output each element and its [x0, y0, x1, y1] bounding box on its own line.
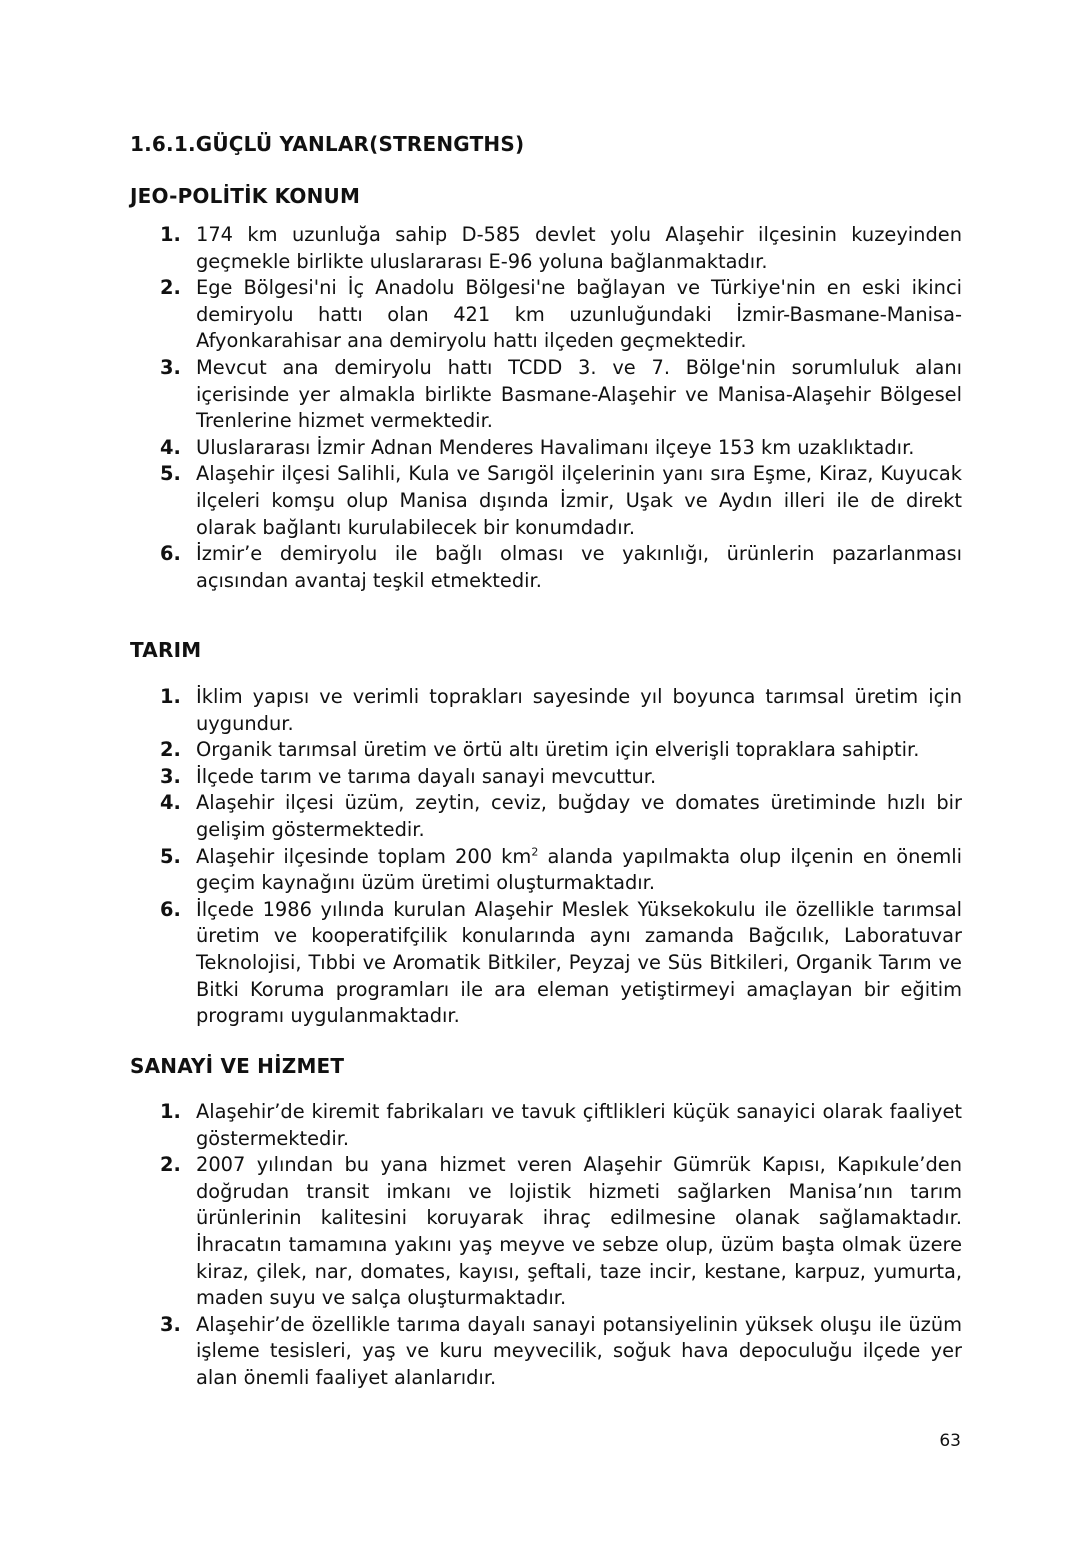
- item-number: 6.: [160, 542, 181, 566]
- section-heading-sanayi: SANAYİ VE HİZMET: [130, 1054, 345, 1078]
- item-number: 1.: [160, 685, 181, 708]
- list-item: [160, 684, 962, 737]
- list-item: [160, 737, 962, 764]
- item-number: 1.: [160, 1100, 181, 1123]
- list-item: [160, 355, 962, 435]
- superscript: 2: [531, 845, 539, 859]
- item-number: 3.: [160, 355, 181, 379]
- list-item: [160, 1152, 962, 1312]
- item-text: İlçede tarım ve tarıma dayalı sanayi mevcuttur.: [196, 764, 657, 788]
- item-number: 3.: [160, 1312, 181, 1336]
- item-number: 4.: [160, 791, 181, 815]
- list-item: [160, 764, 962, 791]
- list-jeo-politik: [160, 222, 962, 594]
- item-text-start: Alaşehir ilçesinde toplam 200 km: [196, 844, 532, 868]
- item-text: İlçede 1986 yılında kurulan Alaşehir Meslek Yüksekokulu ile özellikle tarımsal üretim ve kooperatifçilik konularında aynı zamanda Bağcılık, Laboratuvar Teknolojisi, Tıbbi ve Aromatik Bitkiler, Peyzaj ve Süs Bitkileri, Organik Tarım ve Bitki Koruma programları ile ara eleman yetiştirmeyi amaçlayan bir eğitim programı uygulanmaktadır.: [196, 897, 962, 1028]
- item-number: 5.: [160, 844, 181, 868]
- list-item: [160, 435, 962, 462]
- item-number: 2.: [160, 276, 181, 300]
- section-heading-tarim: TARIM: [130, 638, 202, 662]
- item-number: 1.: [160, 223, 181, 246]
- item-number: 6.: [160, 897, 181, 921]
- item-text: [196, 844, 962, 897]
- item-text: Ege Bölgesi'ni İç Anadolu Bölgesi'ne bağlayan ve Türkiye'nin en eski ikinci demiryolu hattı olan 421 km uzunluğundaki İzmir-Basmane-Manisa-Afyonkarahisar ana demiryolu hattı ilçeden geçmektedir.: [196, 276, 962, 353]
- item-text: İklim yapısı ve verimli toprakları sayesinde yıl boyunca tarımsal üretim için uygundur.: [196, 685, 962, 735]
- item-number: 3.: [160, 764, 181, 788]
- item-text: Uluslararası İzmir Adnan Menderes Havalimanı ilçeye 153 km uzaklıktadır.: [196, 435, 915, 459]
- list-item: [160, 790, 962, 843]
- list-item: [160, 222, 962, 275]
- list-item: [160, 461, 962, 541]
- item-text: Mevcut ana demiryolu hattı TCDD 3. ve 7. Bölge'nin sorumluluk alanı içerisinde yer almakla birlikte Basmane-Alaşehir ve Manisa-Alaşehir Bölgesel Trenlerine hizmet vermektedir.: [196, 355, 962, 433]
- item-text-end: alanda yapılmakta olup ilçenin en önemli geçim kaynağını üzüm üretimi oluşturmaktadır.: [196, 844, 962, 895]
- item-text: Organik tarımsal üretim ve örtü altı üretim için elverişli topraklara sahiptir.: [196, 738, 920, 762]
- list-item: [160, 1312, 962, 1392]
- item-number: 2.: [160, 738, 181, 762]
- section-heading-jeo-politik: JEO-POLİTİK KONUM: [130, 184, 361, 208]
- item-text: Alaşehir ilçesi Salihli, Kula ve Sarıgöl ilçelerinin yanı sıra Eşme, Kiraz, Kuyucak ilçeleri komşu olup Manisa dışında İzmir, Uşak ve Aydın illeri ile de direkt olarak bağlantı kurulabilecek bir konumdadır.: [196, 462, 962, 539]
- item-text: Alaşehir’de kiremit fabrikaları ve tavuk çiftlikleri küçük sanayici olarak faaliyet göstermektedir.: [196, 1100, 962, 1150]
- page-number: 63: [939, 1431, 961, 1451]
- item-text: 2007 yılından bu yana hizmet veren Alaşehir Gümrük Kapısı, Kapıkule’den doğrudan transit imkanı ve lojistik hizmeti sağlarken Manisa’nın tarım ürünlerinin kalitesini koruyarak ihraç edilmesine olanak sağlamaktadır. İhracatın tamamına yakını yaş meyve ve sebze olup, üzüm başta olmak üzere kiraz, çilek, nar, domates, kayısı, şeftali, taze incir, kestane, karpuz, yumurta, maden suyu ve salça oluşturmaktadır.: [196, 1153, 962, 1310]
- item-text: İzmir’e demiryolu ile bağlı olması ve yakınlığı, ürünlerin pazarlanması açısından avantaj teşkil etmektedir.: [196, 542, 962, 592]
- item-text: 174 km uzunluğa sahip D-585 devlet yolu Alaşehir ilçesinin kuzeyinden geçmekle birlikte uluslararası E-96 yoluna bağlanmaktadır.: [196, 223, 962, 273]
- list-item: [160, 1099, 962, 1152]
- item-number: 4.: [160, 435, 181, 459]
- list-sanayi: [160, 1099, 962, 1392]
- list-tarim: [160, 684, 962, 1030]
- list-item: [160, 275, 962, 355]
- list-item: [160, 844, 962, 897]
- list-item: [160, 897, 962, 1030]
- item-number: 5.: [160, 462, 181, 486]
- item-text: Alaşehir’de özellikle tarıma dayalı sanayi potansiyelinin yüksek oluşu ile üzüm işleme tesisleri, yaş ve kuru meyvecilik, soğuk hava depoculuğu ilçede yer alan önemli faaliyet alanlarıdır.: [196, 1312, 962, 1389]
- item-number: 2.: [160, 1153, 181, 1177]
- list-item: [160, 541, 962, 594]
- main-heading: 1.6.1.GÜÇLÜ YANLAR(STRENGTHS): [130, 132, 525, 156]
- item-text: Alaşehir ilçesi üzüm, zeytin, ceviz, buğday ve domates üretiminde hızlı bir gelişim göstermektedir.: [196, 791, 962, 841]
